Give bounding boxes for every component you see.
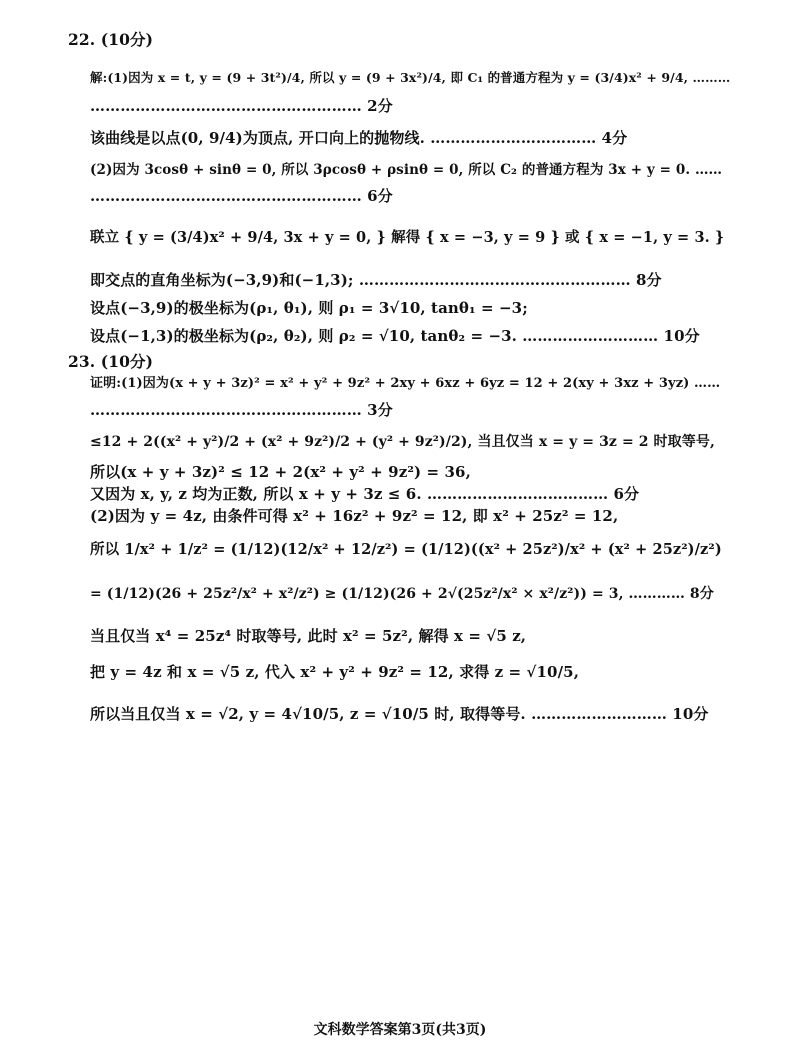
q22-header: 22. (10分) xyxy=(68,30,153,49)
q23-line-2: ……………………………………………… 3分 xyxy=(90,401,393,419)
q23-line-6: (2)因为 y = 4z, 由条件可得 x² + 16z² + 9z² = 12, 即 x² + 25z² = 12, xyxy=(90,507,619,525)
q23-line-5: 又因为 x, y, z 均为正数, 所以 x + y + 3z ≤ 6. ……………………………… 6分 xyxy=(90,485,640,503)
q22-line-5: ……………………………………………… 6分 xyxy=(90,187,393,205)
q22-line-3: 该曲线是以点(0, 9/4)为顶点, 开口向上的抛物线. …………………………… 4分 xyxy=(90,129,628,147)
q22-line-7: 即交点的直角坐标为(−3,9)和(−1,3); ……………………………………………… 8分 xyxy=(90,271,662,289)
q23-line-4: 所以(x + y + 3z)² ≤ 12 + 2(x² + y² + 9z²) = 36, xyxy=(90,463,471,481)
q23-line-9: 当且仅当 x⁴ = 25z⁴ 时取等号, 此时 x² = 5z², 解得 x = √5 z, xyxy=(90,627,527,645)
q23-line-1: 证明:(1)因为(x + y + 3z)² = x² + y² + 9z² + 2xy + 6xz + 6yz = 12 + 2(xy + 3xz + 3yz) …… xyxy=(90,376,721,391)
q22-line-4: (2)因为 3cosθ + sinθ = 0, 所以 3ρcosθ + ρsinθ = 0, 所以 C₂ 的普通方程为 3x + y = 0. …… xyxy=(90,162,723,178)
page-footer: 文科数学答案第3页(共3页) xyxy=(313,1022,487,1038)
q22-line-9: 设点(−1,3)的极坐标为(ρ₂, θ₂), 则 ρ₂ = √10, tanθ₂ = −3. ……………………… 10分 xyxy=(90,327,700,345)
q23-line-3: ≤12 + 2((x² + y²)/2 + (x² + 9z²)/2 + (y² + 9z²)/2), 当且仅当 x = y = 3z = 2 时取等号, xyxy=(90,434,715,450)
q23-line-11: 所以当且仅当 x = √2, y = 4√10/5, z = √10/5 时, 取得等号. ……………………… 10分 xyxy=(90,705,709,723)
q23-line-7: 所以 1/x² + 1/z² = (1/12)(12/x² + 12/z²) = (1/12)((x² + 25z²)/x² + (x² + 25z²)/z²) xyxy=(90,541,722,558)
q22-line-2: ……………………………………………… 2分 xyxy=(90,97,393,115)
q22-line-1: 解:(1)因为 x = t, y = (9 + 3t²)/4, 所以 y = (9 + 3x²)/4, 即 C₁ 的普通方程为 y = (3/4)x² + 9/4, ……… xyxy=(90,70,731,85)
q23-line-10: 把 y = 4z 和 x = √5 z, 代入 x² + y² + 9z² = 12, 求得 z = √10/5, xyxy=(90,663,580,681)
q22-line-6: 联立 { y = (3/4)x² + 9/4, 3x + y = 0, } 解得 { x = −3, y = 9 } 或 { x = −1, y = 3. } xyxy=(90,229,725,246)
q23-header: 23. (10分) xyxy=(68,352,153,371)
q23-line-8: = (1/12)(26 + 25z²/x² + x²/z²) ≥ (1/12)(26 + 2√(25z²/x² × x²/z²)) = 3, ………… 8分 xyxy=(90,586,714,602)
q22-line-8: 设点(−3,9)的极坐标为(ρ₁, θ₁), 则 ρ₁ = 3√10, tanθ₁ = −3; xyxy=(90,299,528,317)
